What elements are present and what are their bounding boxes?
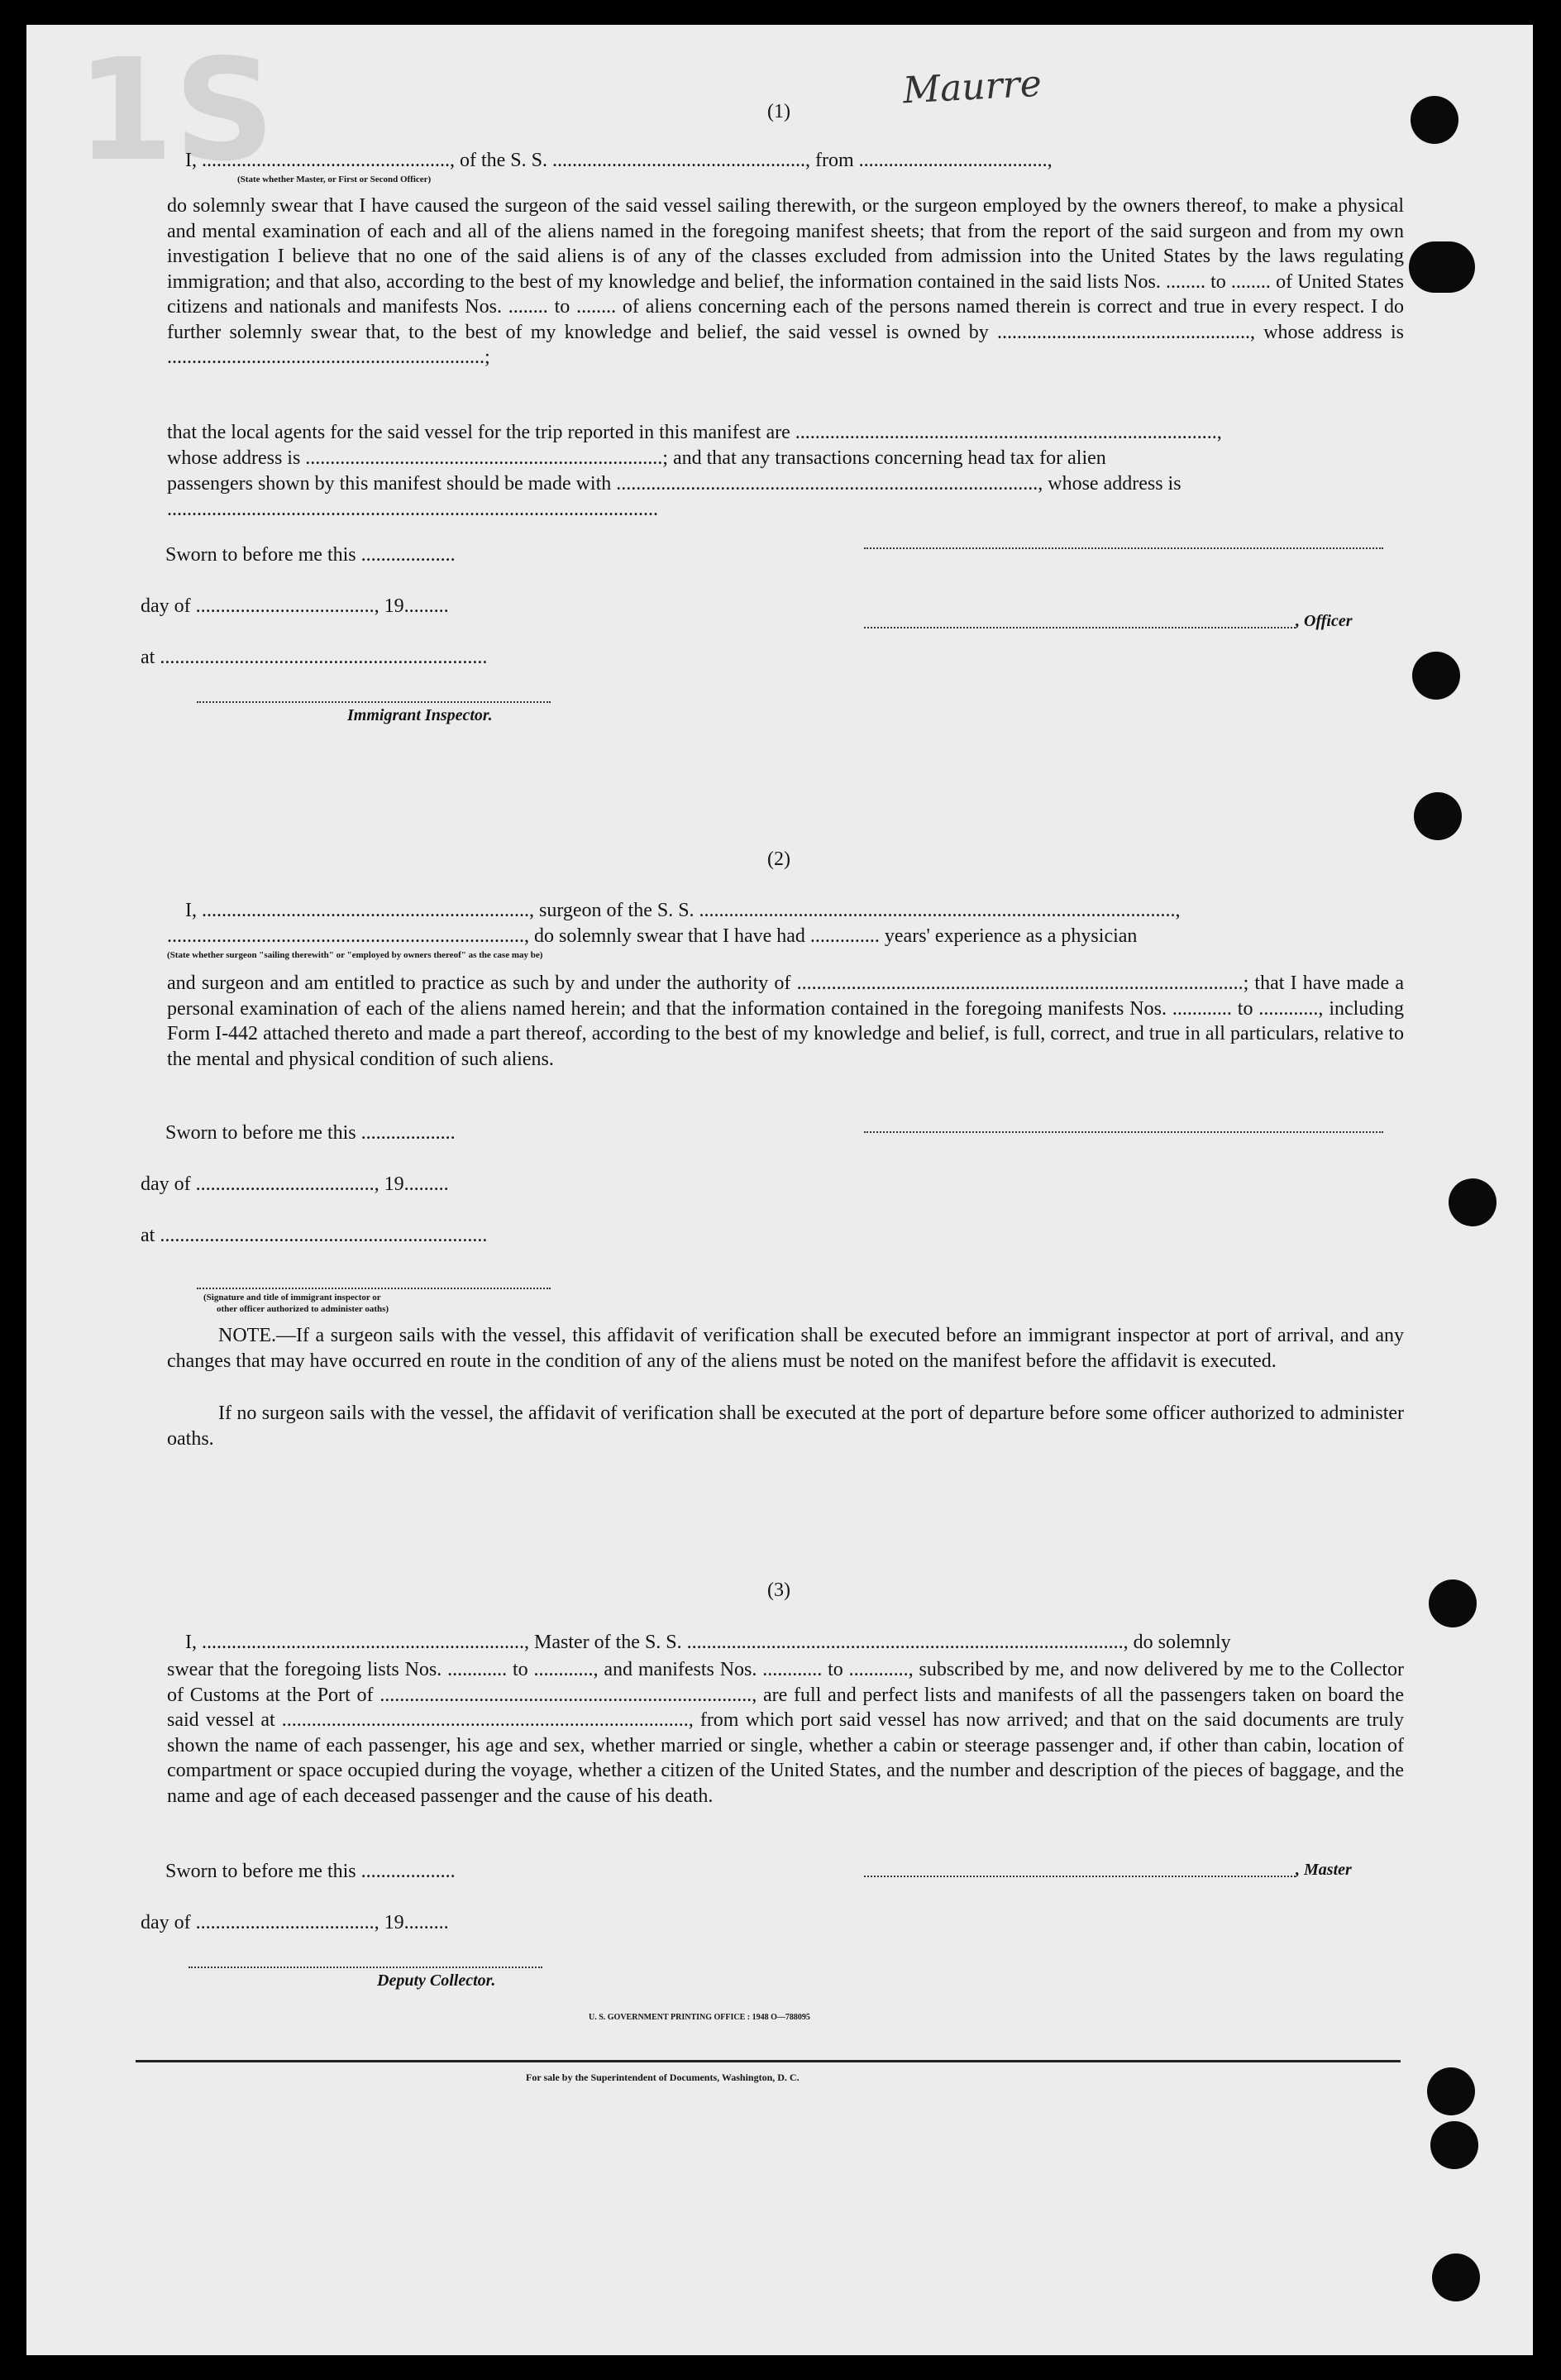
binder-hole — [1409, 241, 1475, 293]
handwritten-name: Maurre — [901, 62, 1043, 112]
section-1-agents-line: that the local agents for the said vessel for the trip reported in this manifest are ....................................................................................., — [167, 422, 1222, 443]
binder-hole — [1414, 792, 1462, 840]
bleed-through-mark: 1S — [76, 29, 275, 193]
binder-hole — [1432, 2253, 1480, 2301]
section-2-caption: (State whether surgeon "sailing therewith" or "employed by owners thereof" as the case may be) — [167, 950, 543, 960]
deputy-collector-label: Deputy Collector. — [377, 1971, 496, 1990]
officer-label: , Officer — [1296, 612, 1353, 630]
deputy-signature-line — [189, 1967, 542, 1968]
manifest-page — [26, 25, 1533, 2355]
section-3-day: day of ...................................., 19......... — [141, 1912, 449, 1933]
binder-hole — [1411, 96, 1458, 144]
section-2-number: (2) — [767, 848, 790, 870]
inspector-signature-line — [197, 701, 551, 703]
section-1-sworn: Sworn to before me this ................... — [165, 544, 456, 566]
section-2-signature-caption-1: (Signature and title of immigrant inspector or — [203, 1293, 381, 1302]
printing-office-imprint: U. S. GOVERNMENT PRINTING OFFICE : 1948 O—788095 — [589, 2013, 810, 2022]
footer-rule — [136, 2060, 1401, 2062]
footer-sale-notice: For sale by the Superintendent of Documents, Washington, D. C. — [526, 2072, 800, 2083]
binder-hole — [1429, 1579, 1477, 1627]
section-1-passengers-line: passengers shown by this manifest should be made with ....................................................................................., whose address is — [167, 473, 1181, 495]
immigrant-inspector-label: Immigrant Inspector. — [347, 706, 493, 724]
surgeon-note: NOTE.—If a surgeon sails with the vessel, this affidavit of verification shall be executed before an immigrant inspector at port of arrival, and any changes that may have occurred en route in the condition of any of the aliens must be noted on the manifest before the affidavit is executed. — [167, 1325, 1404, 1372]
section-3-sworn: Sworn to before me this ................... — [165, 1861, 456, 1882]
section-3-number: (3) — [767, 1579, 790, 1601]
officer-signature-line-1 — [864, 547, 1383, 549]
binder-hole — [1427, 2067, 1475, 2115]
section-1-paragraph: do solemnly swear that I have caused the surgeon of the said vessel sailing therewith, or the surgeon employed by the owners thereof, to make a physical and mental examination of each and all of the aliens named in the foregoing manifest sheets; that from the report of the said surgeon and from my own investigation I believe that no one of the said aliens is of any of the classes excluded from admission into the United States by the laws regulating immigration; and that also, according to the best of my knowledge and belief, the information contained in the said lists Nos. ........ to ........ of United States citizens and nationals and manifests Nos. ........ to ........ of aliens concerning each of the persons named therein is correct and true in every respect. I do further solemnly swear that, to the best of my knowledge and belief, the said vessel is owned by ..................................................., whose address is ................................................................; — [167, 195, 1404, 368]
officer-signature-line-2 — [864, 627, 1296, 628]
section-2-officer-signature-line — [197, 1288, 551, 1289]
section-1-number: (1) — [767, 101, 790, 122]
section-1-address-line: whose address is ........................................................................; and that any transactions concerning head tax for alien — [167, 447, 1106, 469]
section-3-oath-line: I, ................................................................., Master of the S. S. ........................................................................................, do solemnly — [185, 1632, 1231, 1653]
section-2-paragraph: and surgeon and am entitled to practice as such by and under the authority of ..........................................................................................; that I have made a personal examination of each of the aliens named herein; and that the information contained in the foregoing manifests Nos. ............ to ............, including Form I-442 attached thereto and made a part thereof, according to the best of my knowledge and belief, is full, correct, and true in all particulars, relative to the mental and physical condition of such aliens. — [167, 973, 1404, 1070]
section-1-oath-line: I, .................................................., of the S. S. ..................................................., from ......................................, — [185, 150, 1053, 171]
section-2-oath-line: I, .................................................................., surgeon of the S. S. ................................................................................................, — [185, 900, 1181, 921]
section-1-at: at .................................................................. — [141, 647, 488, 668]
section-1-caption: (State whether Master, or First or Second Officer) — [237, 174, 432, 184]
binder-hole — [1449, 1178, 1497, 1226]
section-1-dots-line: ................................................................................................... — [167, 499, 658, 520]
master-label: , Master — [1296, 1861, 1352, 1879]
section-2-sworn: Sworn to before me this ................... — [165, 1122, 456, 1144]
surgeon-signature-line — [864, 1131, 1383, 1133]
master-signature-line — [864, 1876, 1296, 1877]
section-3-paragraph: swear that the foregoing lists Nos. ............ to ............, and manifests Nos. ............ to ............, subscribed by me, and now delivered by me to the Collector of Customs at the Port of ..........................................................................., are full and perfect lists and manifests of all the passengers taken on board the said vessel at .................................................................................., from which port said vessel has now arrived; and that on the said documents are truly shown the name of each passenger, his age and sex, whether married or single, whether a cabin or steerage passenger and, if other than cabin, location of compartment or space occupied during the voyage, whether a citizen of the United States, and the number and description of the pieces of baggage, and the name and age of each deceased passenger and the cause of his death. — [167, 1659, 1404, 1807]
surgeon-note-2: If no surgeon sails with the vessel, the affidavit of verification shall be executed at the port of departure before some officer authorized to administer oaths. — [167, 1403, 1404, 1450]
binder-hole — [1412, 652, 1460, 700]
section-2-day: day of ...................................., 19......... — [141, 1173, 449, 1195]
section-2-at: at .................................................................. — [141, 1225, 488, 1246]
binder-hole — [1430, 2121, 1478, 2169]
section-2-experience-line: ........................................................................, do solemnly swear that I have had .............. years' experience as a physician — [167, 925, 1138, 947]
section-1-day: day of ...................................., 19......... — [141, 595, 449, 617]
section-2-signature-caption-2: other officer authorized to administer oaths) — [217, 1304, 389, 1314]
